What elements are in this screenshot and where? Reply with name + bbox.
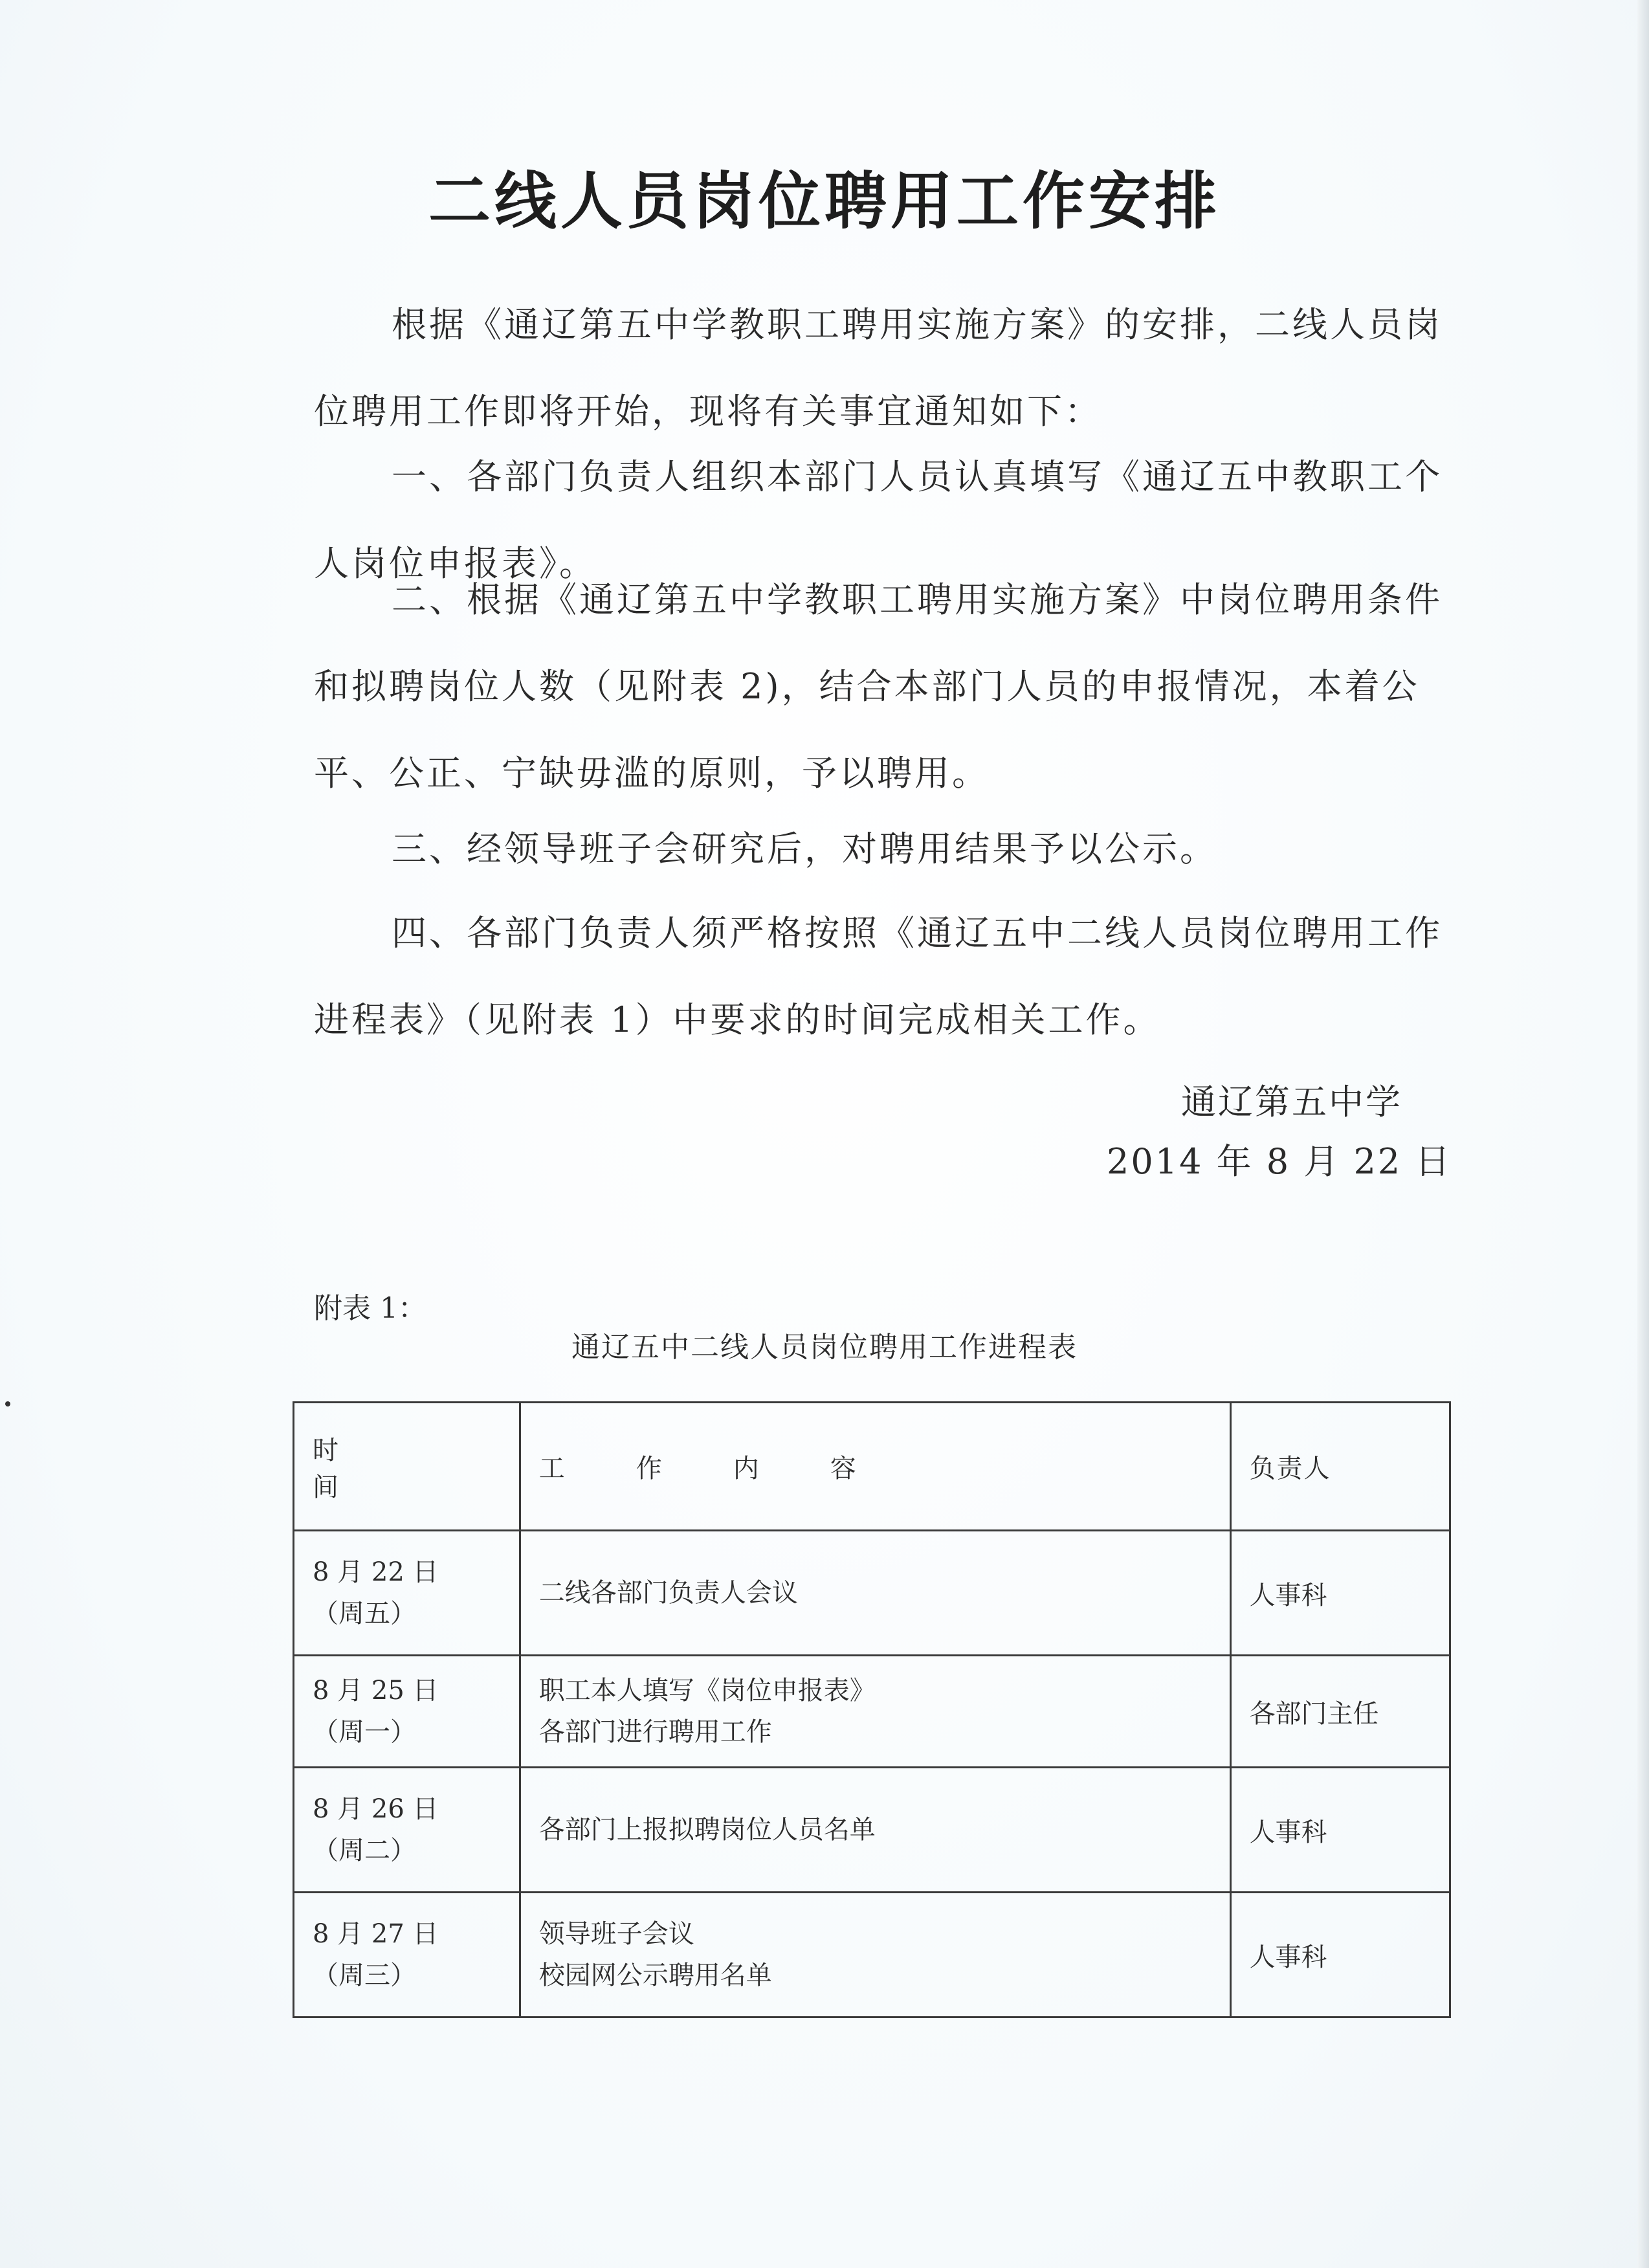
row-content-line: 职工本人填写《岗位申报表》	[538, 1676, 876, 1706]
scan-edge	[1637, 0, 1649, 2268]
cell-owner: 人事科	[1230, 1768, 1450, 1893]
header-time	[294, 1403, 520, 1531]
header-time-char: 间	[313, 1472, 340, 1502]
cell-time	[294, 1531, 520, 1656]
row-content-line: 各部门上报拟聘岗位人员名单	[538, 1815, 876, 1845]
header-content-char: 工	[538, 1454, 566, 1484]
header-content-char: 容	[830, 1454, 858, 1484]
paragraph-intro	[314, 282, 1453, 455]
cell-content	[520, 1768, 1230, 1893]
paragraph-line: 人岗位申报表》。	[314, 543, 597, 584]
cell-owner: 人事科	[1230, 1893, 1450, 2018]
paragraph-item-3	[314, 806, 1453, 893]
row-date: 8 月 26 日	[313, 1794, 439, 1824]
cell-owner: 人事科	[1230, 1531, 1450, 1656]
paragraph-item-2	[314, 557, 1453, 817]
row-weekday: （周二）	[313, 1836, 416, 1865]
paragraph-line: 进程表》（见附表 1）中要求的时间完成相关工作。	[314, 999, 1161, 1040]
table-row	[294, 1893, 1450, 2018]
appendix-label: 附表 1：	[314, 1292, 426, 1325]
header-content-char: 内	[733, 1454, 760, 1484]
cell-content	[520, 1893, 1230, 2018]
row-content-line: 各部门进行聘用工作	[538, 1717, 772, 1747]
paragraph-line: 一、各部门负责人组织本部门人员认真填写《通辽五中教职工个	[392, 456, 1443, 497]
paragraph-line: 平、公正、宁缺毋滥的原则，予以聘用。	[314, 753, 990, 794]
document-title: 二线人员岗位聘用工作安排	[428, 164, 1221, 238]
row-date: 8 月 27 日	[313, 1919, 439, 1949]
header-owner: 负责人	[1230, 1403, 1450, 1531]
header-content-char: 作	[636, 1454, 663, 1484]
cell-time	[294, 1893, 520, 2018]
paragraph-line: 三、经领导班子会研究后，对聘用结果予以公示。	[392, 828, 1217, 869]
paragraph-line: 二、根据《通辽第五中学教职工聘用实施方案》中岗位聘用条件	[392, 579, 1443, 620]
table-title: 通辽五中二线人员岗位聘用工作进程表	[571, 1331, 1078, 1364]
cell-owner: 各部门主任	[1230, 1656, 1450, 1768]
cell-content	[520, 1656, 1230, 1768]
paragraph-line: 根据《通辽第五中学教职工聘用实施方案》的安排，二线人员岗	[392, 304, 1443, 345]
row-content-line: 二线各部门负责人会议	[538, 1578, 798, 1608]
cell-content	[520, 1531, 1230, 1656]
scan-speck	[5, 1401, 10, 1406]
row-weekday: （周五）	[313, 1599, 416, 1629]
row-weekday: （周三）	[313, 1961, 416, 1990]
paragraph-line: 和拟聘岗位人数（见附表 2)，结合本部门人员的申报情况，本着公	[314, 666, 1420, 707]
paragraph-line: 位聘用工作即将开始，现将有关事宜通知如下：	[314, 391, 1102, 432]
signature-org: 通辽第五中学	[1181, 1082, 1402, 1122]
header-time-char: 时	[313, 1435, 340, 1465]
cell-time	[294, 1656, 520, 1768]
paragraph-item-4	[314, 890, 1453, 1063]
row-content-line: 校园网公示聘用名单	[538, 1961, 772, 1990]
progress-table	[293, 1401, 1451, 2018]
row-date: 8 月 22 日	[313, 1557, 439, 1587]
table-row	[294, 1768, 1450, 1893]
table-row	[294, 1531, 1450, 1656]
row-weekday: （周一）	[313, 1717, 416, 1747]
row-content-line: 领导班子会议	[538, 1919, 694, 1949]
signature-date: 2014 年 8 月 22 日	[1107, 1141, 1452, 1182]
header-content	[520, 1403, 1230, 1531]
paragraph-line: 四、各部门负责人须严格按照《通辽五中二线人员岗位聘用工作	[392, 913, 1443, 953]
row-date: 8 月 25 日	[313, 1676, 439, 1706]
cell-time	[294, 1768, 520, 1893]
table-header-row	[294, 1403, 1450, 1531]
table-row	[294, 1656, 1450, 1768]
